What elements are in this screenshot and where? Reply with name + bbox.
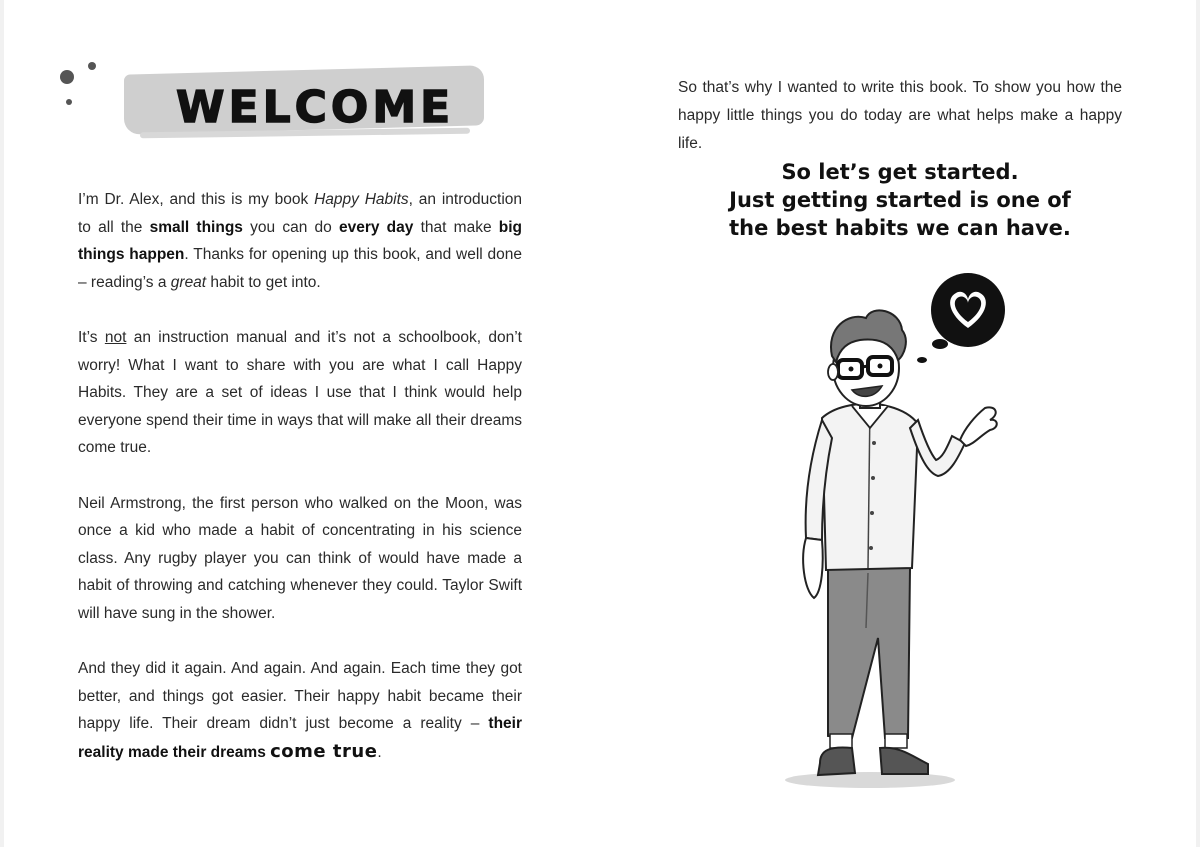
text-run: . Thanks for opening up this book, and well done – reading’s a (78, 246, 522, 291)
right-shoe (880, 748, 928, 774)
page-edge-left (0, 0, 4, 847)
paragraph-again (78, 655, 522, 766)
trousers (828, 568, 910, 738)
paragraph-not-a-manual (78, 324, 522, 462)
right-hand (960, 407, 997, 446)
cartoon-man-illustration (760, 268, 1020, 798)
bold-phrase: big things happen (78, 218, 523, 264)
text-run: , an introduction to all the (78, 191, 522, 236)
book-title-italic: Happy Habits (314, 191, 409, 208)
bold-phrase: small things (149, 218, 243, 236)
callout-line: the best habits we can have. (729, 216, 1071, 240)
text-run: an instruction manual and it’s not a schoolbook, don’t worry! What I want to share with you are what I call Happy Habits. They are a set of ideas I use that I think would help everyone spend their time in ways that will make all their dreams come true. (78, 328, 522, 457)
bold-phrase: every day (338, 218, 414, 236)
left-hand (803, 538, 823, 598)
left-shoe (818, 748, 855, 775)
ground-shadow (785, 772, 955, 788)
callout-line: So let’s get started. (781, 160, 1019, 184)
right-arm (910, 420, 965, 476)
paragraph-examples: Neil Armstrong, the first person who walked on the Moon, was once a kid who made a habit of concentrating in his science class. Any rugby player you can think of would have made a habit of throwing and catching whenever they could. Taylor Swift will have sung in the shower. (78, 494, 522, 622)
right-page-intro (678, 74, 1122, 158)
underlined-word: not (104, 328, 127, 346)
text-run: that make (413, 218, 499, 236)
text-run: . (377, 743, 382, 761)
text-run: I’m Dr. Alex, and this is my book (78, 191, 315, 208)
handwritten-phrase: come true (270, 740, 378, 762)
left-page-body (78, 186, 522, 766)
page-heading: WELCOME (176, 82, 455, 133)
callout-quote (690, 158, 1110, 242)
paragraph-intro (78, 186, 522, 296)
text-run: And they did it again. And again. And again. Each time they got better, and things got easier. Their happy habit became their happy life. Their dream didn’t just become a reality – (78, 660, 522, 733)
callout-line: Just getting started is one of (729, 188, 1071, 212)
ink-splatter-dot (88, 62, 96, 70)
ink-splatter-dot (60, 70, 74, 84)
intro-paragraph: So that’s why I wanted to write this book. To show you how the happy little things you do today are what helps make a happy life. (678, 79, 1122, 152)
italic-word: great (170, 273, 207, 291)
bold-phrase: their reality made their dreams (78, 715, 522, 761)
text-run: habit to get into. (206, 273, 321, 291)
ink-splatter-dot (66, 99, 72, 105)
page-edge-right (1196, 0, 1200, 847)
thought-bubble-heart-icon (917, 273, 1005, 363)
text-run: you can do (242, 218, 339, 236)
text-run: It’s (78, 328, 105, 346)
